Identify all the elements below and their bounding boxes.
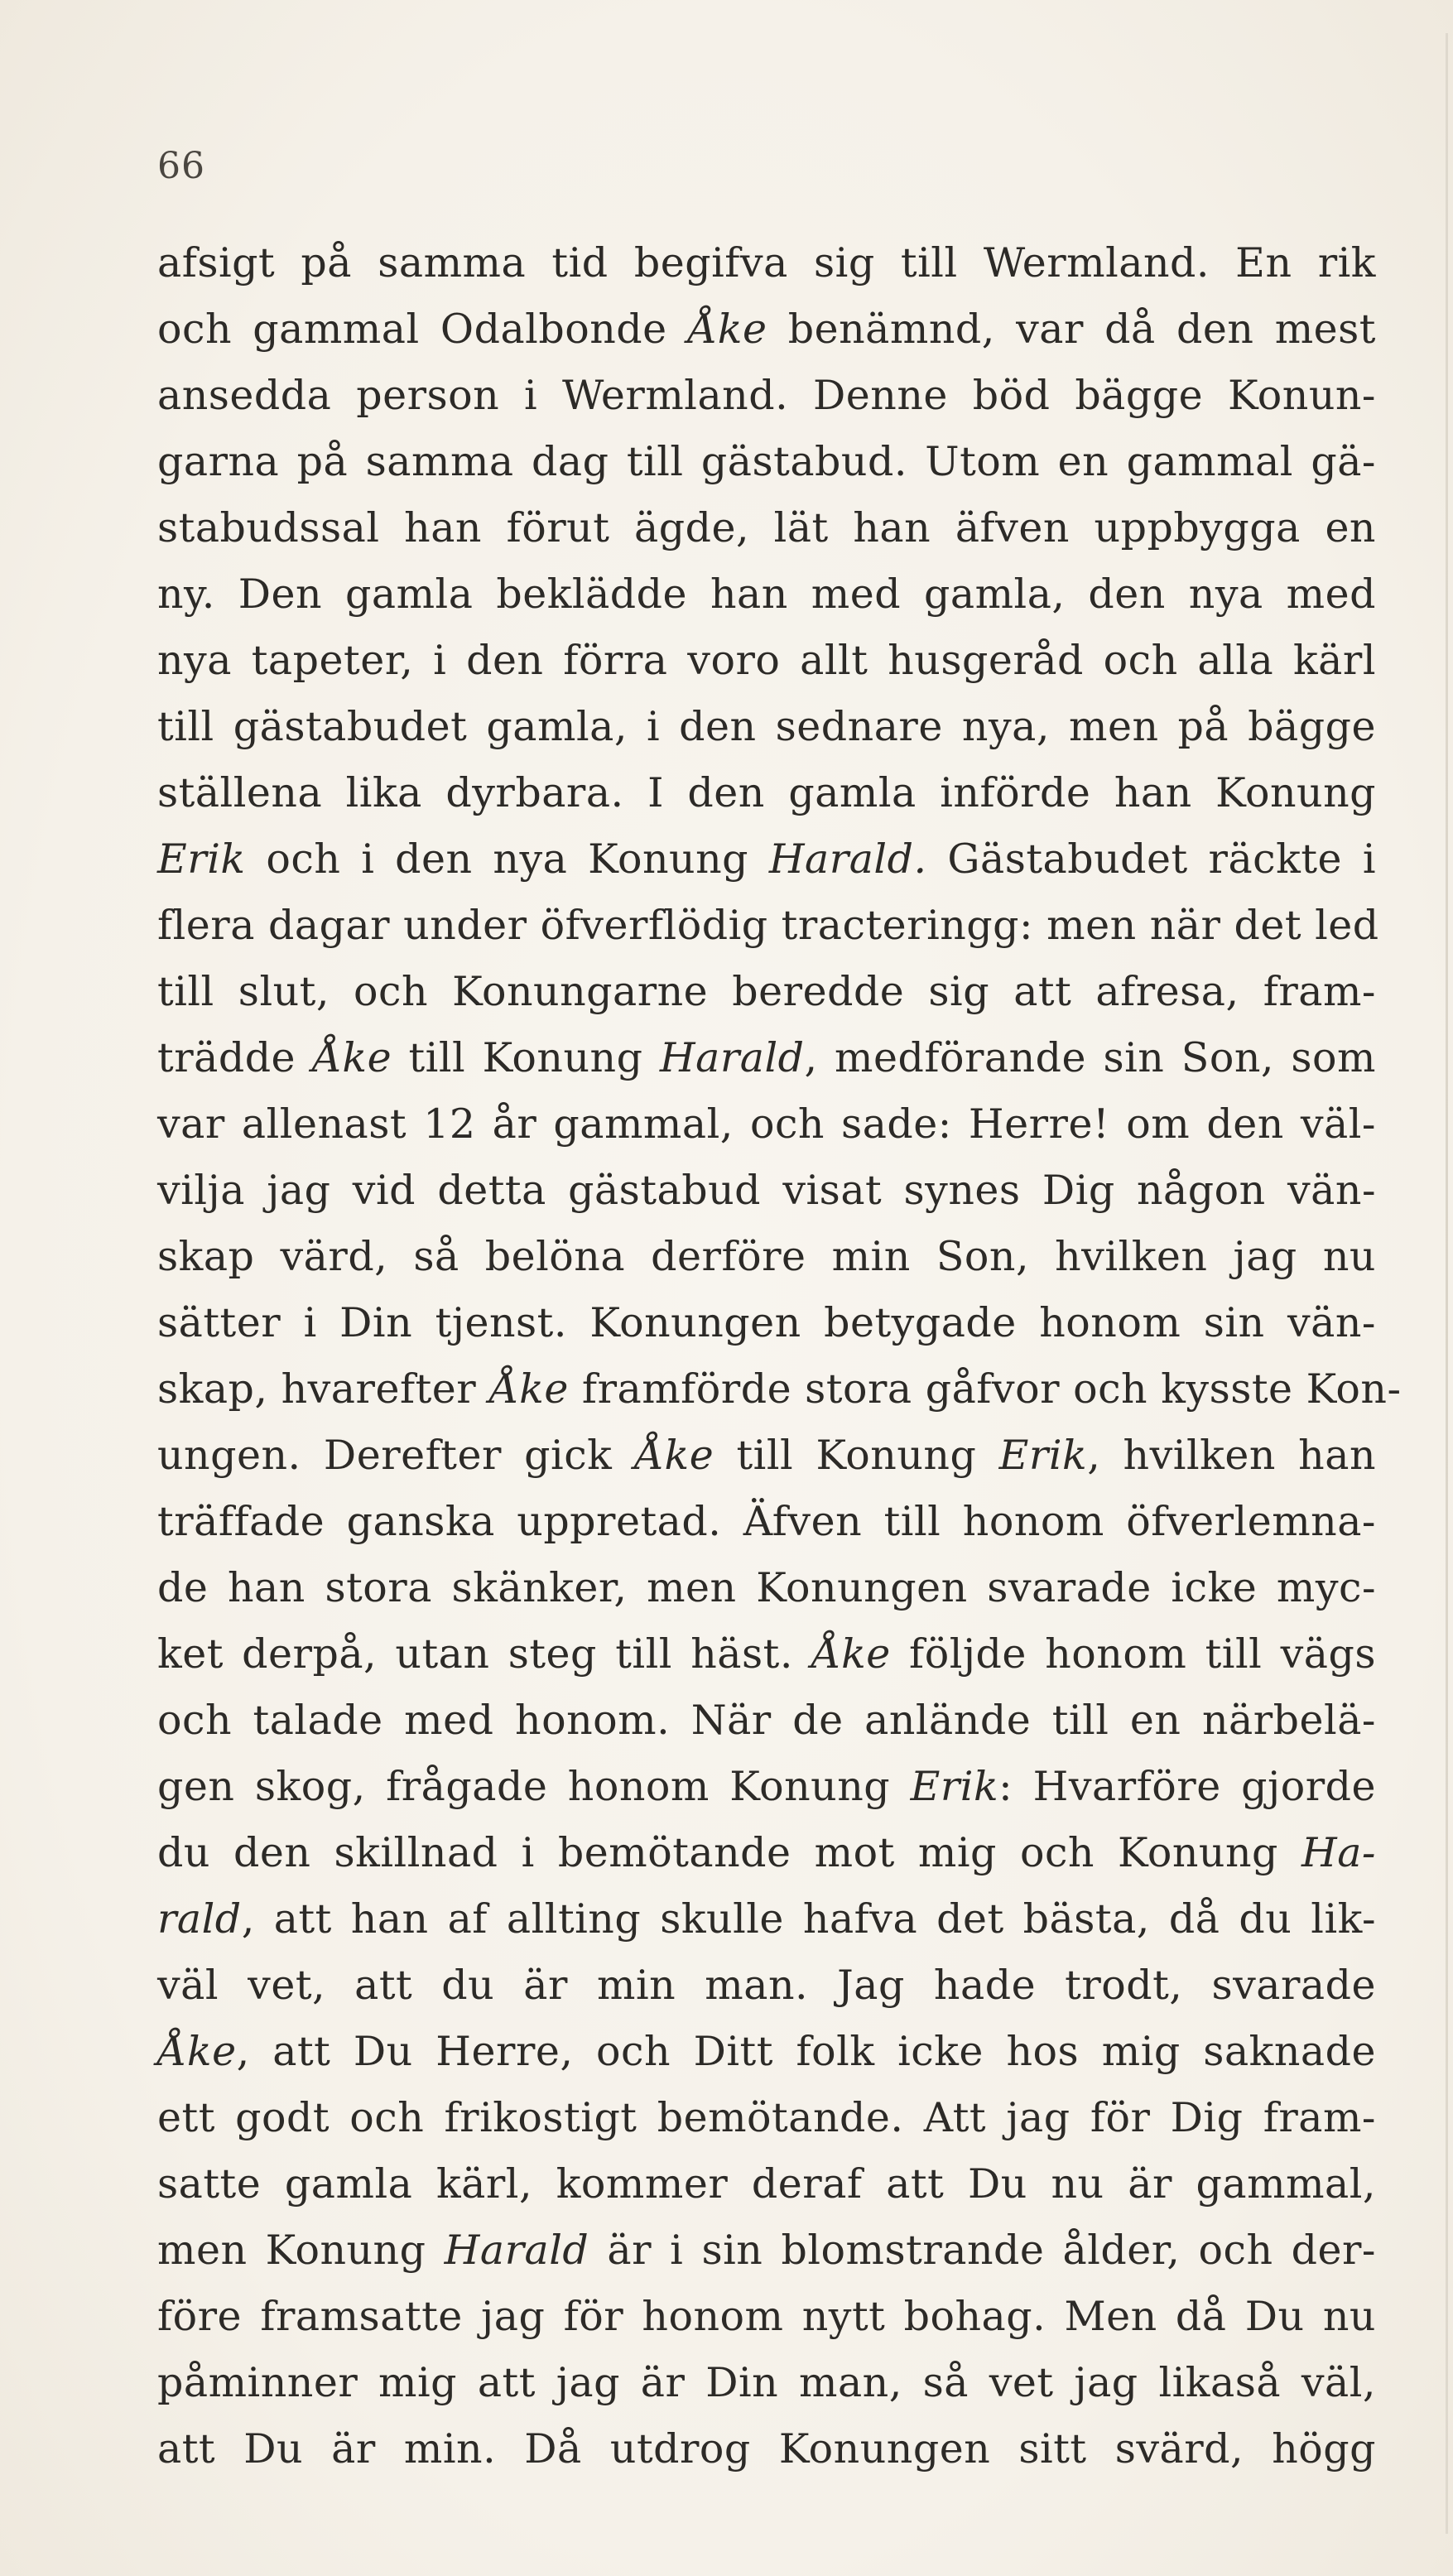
- text-segment: och talade med honom. När de anlände till en närbelä-: [157, 1697, 1376, 1744]
- text-segment: och i den nya Konung: [245, 835, 769, 883]
- text-line: [157, 2350, 1376, 2416]
- text-line: [157, 2019, 1376, 2085]
- text-line: [157, 495, 1376, 561]
- italic-name: Harald: [444, 2227, 589, 2274]
- text-segment: de han stora skänker, men Konungen svarade icke myc-: [157, 1564, 1376, 1611]
- text-line: [157, 1621, 1376, 1688]
- text-segment: att Du är min. Då utdrog Konungen sitt svärd, högg: [157, 2425, 1376, 2472]
- text-line: [157, 1688, 1376, 1754]
- text-segment: vilja jag vid detta gästabud visat synes Dig någon vän-: [157, 1167, 1376, 1214]
- text-line: [157, 1025, 1376, 1091]
- text-segment: sätter i Din tjenst. Konungen betygade honom sin vän-: [157, 1299, 1376, 1346]
- italic-name: Erik: [910, 1763, 999, 1810]
- text-segment: satte gamla kärl, kommer deraf att Du nu är gammal,: [157, 2160, 1376, 2208]
- text-segment: framförde stora gåfvor och kysste Kon-: [568, 1365, 1402, 1413]
- text-segment: du den skillnad i bemötande mot mig och Konung: [157, 1829, 1301, 1876]
- text-segment: flera dagar under öfverflödig tracteringg: men när det led: [157, 902, 1379, 949]
- text-line: [157, 561, 1376, 628]
- text-segment: ställena lika dyrbara. I den gamla införde han Konung: [157, 769, 1376, 816]
- text-line: [157, 2416, 1376, 2482]
- italic-name: Åke: [634, 1432, 714, 1479]
- text-segment: afsigt på samma tid begifva sig till Wermland. En rik: [157, 239, 1376, 286]
- text-line: [157, 628, 1376, 694]
- text-line: [157, 363, 1376, 429]
- text-segment: , hvilken han: [1087, 1432, 1377, 1479]
- text-line: [157, 826, 1376, 893]
- text-segment: skap värd, så belöna derföre min Son, hvilken jag nu: [157, 1233, 1376, 1280]
- text-segment: träffade ganska uppretad. Äfven till honom öfverlemna-: [157, 1498, 1376, 1545]
- text-line: [157, 1356, 1402, 1423]
- italic-name: Ha-: [1301, 1829, 1376, 1876]
- text-line: [157, 2151, 1376, 2217]
- text-line: [157, 1820, 1376, 1886]
- italic-name: Erik: [157, 835, 246, 883]
- text-line: [157, 1886, 1376, 1952]
- text-segment: trädde: [157, 1034, 313, 1081]
- text-segment: ansedda person i Wermland. Denne böd bägge Konun-: [157, 372, 1376, 419]
- italic-name: Åke: [157, 2028, 237, 2075]
- text-segment: nya tapeter, i den förra voro allt husgeråd och alla kärl: [157, 637, 1376, 684]
- text-line: [157, 230, 1376, 296]
- italic-name: Åke: [312, 1034, 392, 1081]
- text-segment: , medförande sin Son, som: [804, 1034, 1377, 1081]
- text-segment: före framsatte jag för honom nytt bohag. Men då Du nu: [157, 2293, 1376, 2340]
- italic-name: rald: [157, 1895, 242, 1943]
- italic-name: Åke: [687, 306, 767, 353]
- text-segment: garna på samma dag till gästabud. Utom en gammal gä-: [157, 438, 1376, 485]
- text-line: [157, 429, 1376, 495]
- italic-name: Erik: [998, 1432, 1088, 1479]
- text-segment: ket derpå, utan steg till häst.: [157, 1630, 812, 1678]
- text-line: [157, 1158, 1376, 1224]
- text-line: [157, 1091, 1376, 1158]
- text-segment: är i sin blomstrande ålder, och der-: [589, 2227, 1376, 2274]
- text-segment: skap, hvarefter: [157, 1365, 490, 1413]
- text-segment: gen skog, frågade honom Konung: [157, 1763, 911, 1810]
- text-segment: till slut, och Konungarne beredde sig att afresa, fram-: [157, 968, 1376, 1015]
- text-line: [157, 1290, 1376, 1356]
- text-segment: var allenast 12 år gammal, och sade: Herre! om den väl-: [157, 1100, 1376, 1148]
- italic-name: Åke: [811, 1630, 891, 1678]
- text-line: [157, 959, 1376, 1025]
- text-line: [157, 296, 1376, 363]
- text-segment: ny. Den gamla beklädde han med gamla, den nya med: [157, 571, 1376, 618]
- text-line: [157, 694, 1376, 760]
- text-line: [157, 1224, 1376, 1290]
- text-segment: Gästabudet räckte i: [926, 835, 1376, 883]
- text-segment: till Konung: [714, 1432, 999, 1479]
- text-line: [157, 1952, 1376, 2019]
- text-segment: ungen. Derefter gick: [157, 1432, 635, 1479]
- italic-name: Harald.: [768, 835, 927, 883]
- text-segment: väl vet, att du är min man. Jag hade trodt, svarade: [157, 1962, 1376, 2009]
- text-segment: , att han af allting skulle hafva det bästa, då du lik-: [241, 1895, 1376, 1943]
- text-segment: : Hvarföre gjorde: [998, 1763, 1376, 1810]
- text-segment: och gammal Odalbonde: [157, 306, 688, 353]
- text-line: [157, 1489, 1376, 1555]
- text-line: [157, 1555, 1376, 1621]
- text-line: [157, 2284, 1376, 2350]
- text-line: [157, 760, 1376, 826]
- text-segment: till gästabudet gamla, i den sednare nya, men på bägge: [157, 703, 1376, 750]
- text-segment: till Konung: [392, 1034, 660, 1081]
- text-segment: men Konung: [157, 2227, 445, 2274]
- text-segment: följde honom till vägs: [890, 1630, 1376, 1678]
- body-text: [157, 230, 1402, 2482]
- text-segment: påminner mig att jag är Din man, så vet jag likaså väl,: [157, 2359, 1376, 2406]
- text-line: [157, 2085, 1376, 2151]
- page-number: 66: [157, 145, 205, 187]
- italic-name: Harald: [659, 1034, 805, 1081]
- page-edge: [1446, 33, 1448, 2534]
- text-segment: , att Du Herre, och Ditt folk icke hos mig saknade: [236, 2028, 1376, 2075]
- text-line: [157, 1423, 1376, 1489]
- text-segment: stabudssal han förut ägde, lät han äfven uppbygga en: [157, 504, 1376, 551]
- italic-name: Åke: [489, 1365, 569, 1413]
- text-line: [157, 1754, 1376, 1820]
- text-segment: benämnd, var då den mest: [767, 306, 1376, 353]
- text-segment: ett godt och frikostigt bemötande. Att jag för Dig fram-: [157, 2094, 1376, 2141]
- text-line: [157, 893, 1379, 959]
- text-line: [157, 2217, 1376, 2284]
